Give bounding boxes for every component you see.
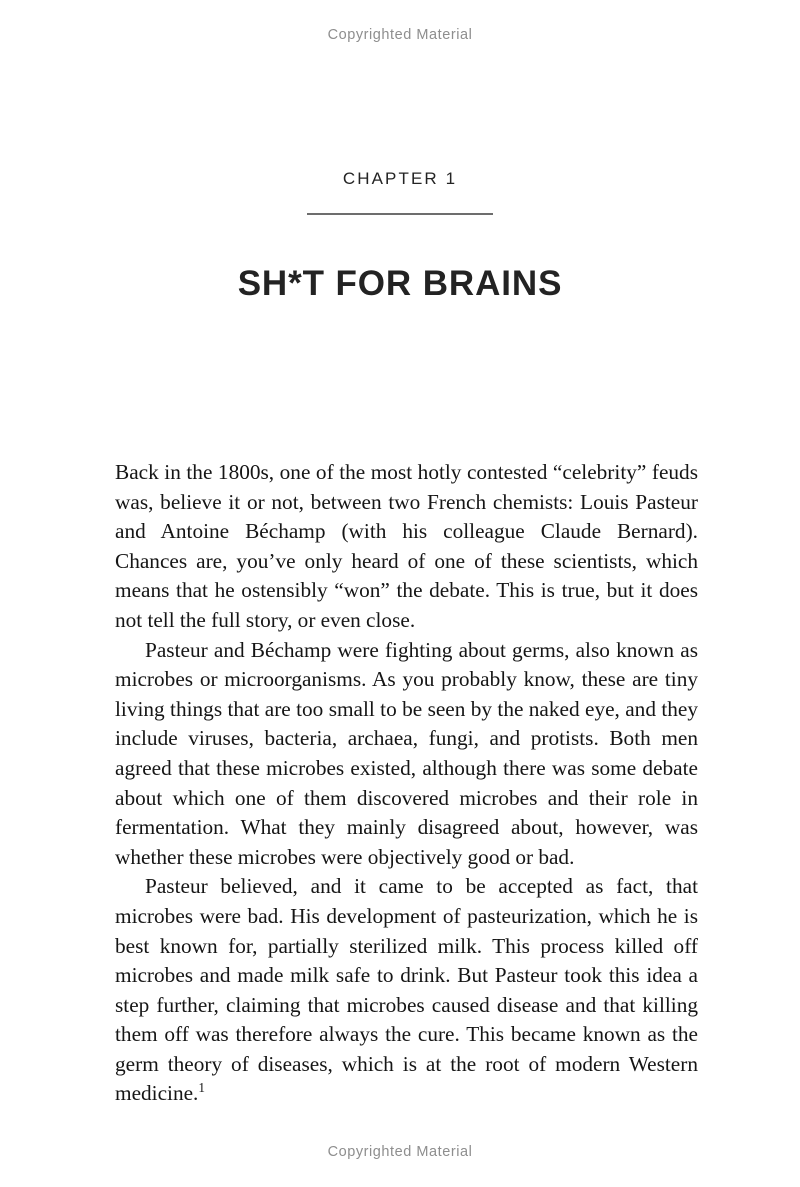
chapter-label: CHAPTER 1 [342,169,458,188]
copyright-watermark-top: Copyrighted Material [327,27,473,43]
page-title: SH*T FOR BRAINS [237,264,563,304]
body-paragraph-3 [115,872,698,1109]
copyright-watermark-bottom: Copyrighted Material [327,1144,473,1160]
chapter-divider-rule [307,213,493,215]
body-paragraph-2 [115,636,698,873]
footnote-reference-marker[interactable]: 1 [198,1080,205,1096]
body-text-column [115,458,698,1109]
paragraph-text: Pasteur believed, and it came to be accepted as fact, that microbes were bad. His development of pasteurization, which he is best known for, partially sterilized milk. This process killed off microbes and made milk safe to drink. But Pasteur took this idea a step further, claiming that microbes caused disease and that killing them off was therefore always the cure. This became known as the germ theory of diseases, which is at the root of modern Western medicine. [115,874,698,1106]
chapter-header [0,166,800,215]
body-paragraph-1 [115,458,698,636]
paragraph-text: Back in the 1800s, one of the most hotly contested “celebrity” feuds was, believe it or not, between two French chemists: Louis Pasteur and Antoine Béchamp (with his colleague Claude Bernard). Chances are, you’ve only heard of one of these scientists, which means that he ostensibly “won” the debate. This is true, but it does not tell the full story, or even close. [115,460,698,632]
paragraph-text: Pasteur and Béchamp were fighting about germs, also known as microbes or microorganisms. As you probably know, these are tiny living things that are too small to be seen by the naked eye, and they include viruses, bacteria, archaea, fungi, and protists. Both men agreed that these microbes existed, although there was some debate about which one of them discovered microbes and their role in fermentation. What they mainly disagreed about, however, was whether these microbes were objectively good or bad. [115,637,698,869]
